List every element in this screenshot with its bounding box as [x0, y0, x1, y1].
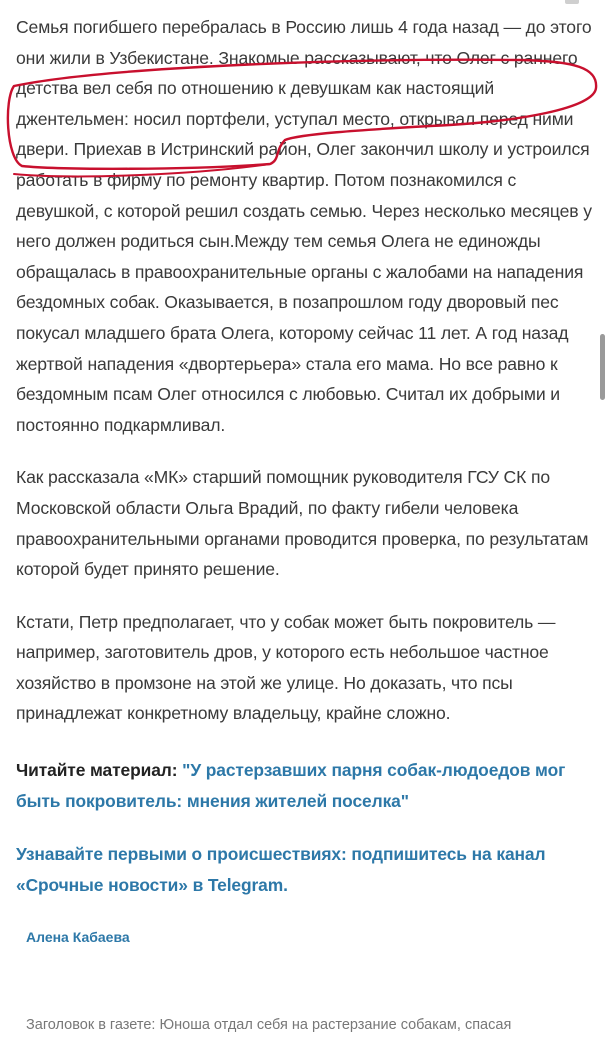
telegram-subscribe-link[interactable]: Узнавайте первыми о происшествиях: подпишитесь на канал «Срочные новости» в Telegram.	[16, 844, 546, 896]
author-name[interactable]: Алена Кабаева	[26, 929, 130, 946]
read-more-block	[16, 755, 598, 817]
article-paragraph-3: Кстати, Петр предполагает, что у собак может быть покровитель — например, заготовитель дров, у которого есть небольшое частное хозяйство в промзоне на этой же улице. Но доказать, что псы принадлежат конкретному владельцу, крайне сложно.	[16, 611, 556, 724]
article-body	[16, 12, 598, 945]
telegram-subscribe	[16, 839, 598, 901]
read-more-link[interactable]: "У растерзавших парня собак-людоедов мог быть покровитель: мнения жителей поселка"	[16, 760, 566, 812]
scrollbar-thumb[interactable]	[600, 334, 605, 400]
article-paragraph-2: Как рассказала «МК» старший помощник руководителя ГСУ СК по Московской области Ольга Врадий, по факту гибели человека правоохранительными органами проводится проверка, по результатам которой будет принято решение.	[16, 467, 589, 580]
top-edge-fragment	[565, 0, 579, 4]
newspaper-headline-caption: Заголовок в газете: Юноша отдал себя на растерзание собакам, спасая	[26, 1017, 512, 1033]
read-more-label: Читайте материал:	[16, 760, 183, 781]
article-paragraph-1: Семья погибшего перебралась в Россию лишь 4 года назад — до этого они жили в Узбекистане. Знакомые рассказывают, что Олег с раннего детства вел себя по отношению к девушкам как настоящий джентельмен: носил портфели, уступал место, открывал перед ними двери. Приехав в Истринский район, Олег закончил школу и устроился работать в фирму по ремонту квартир. Потом познакомился с девушкой, с которой решил создать семью. Через несколько месяцев у него должен родиться сын.Между тем семья Олега не единожды обращалась в правоохранительные органы с жалобами на нападения бездомных собак. Оказывается, в позапрошлом году дворовый пес покусал младшего брата Олега, которому сейчас 11 лет. А год назад жертвой нападения «двортерьера» стала его мама. Но все равно к бездомным псам Олег относился с любовью. Считал их добрыми и постоянно подкармливал.	[16, 17, 592, 435]
